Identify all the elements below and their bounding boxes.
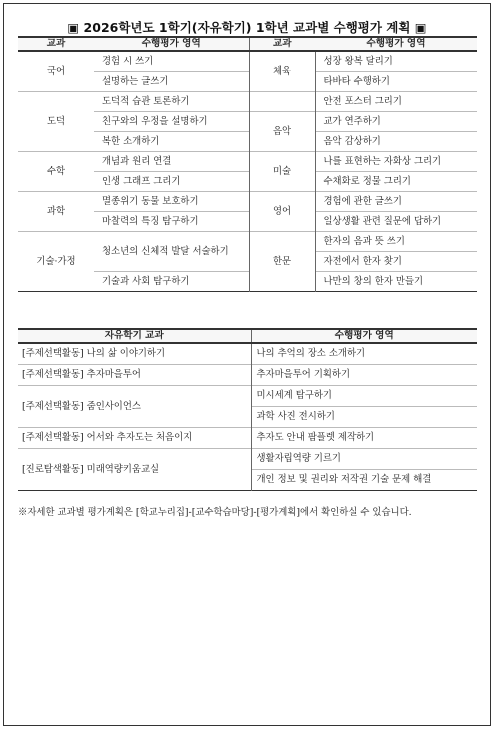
activity-cell: 과학 사진 전시하기 [251,407,477,428]
activity-cell: 친구와의 우정을 설명하기 [94,112,249,132]
table-row [18,51,477,72]
activity-cell: 도덕적 습관 토론하기 [94,92,249,112]
activity-cell: 음악 감상하기 [315,132,477,152]
activity-cell: 복한 소개하기 [94,132,249,152]
table-row [18,428,477,449]
activity-cell: 경험에 관한 글쓰기 [315,192,477,212]
activity-cell: 나만의 창의 한자 만들기 [315,272,477,292]
activity-cell: 경험 시 쓰기 [94,51,249,72]
header-area-right: 수행평가 영역 [315,37,477,51]
activity-cell: 나의 추억의 장소 소개하기 [251,343,477,365]
table-row [18,232,477,252]
subject-cell-empty [249,92,315,112]
activity-cell: 안전 포스터 그리기 [315,92,477,112]
subject-cell: 미술 [249,152,315,192]
table-row [18,92,477,112]
free-subject-cell: [주제선택활동] 줌인사이언스 [18,386,251,428]
free-subject-cell: [주제선택활동] 어서와 추자도는 처음이지 [18,428,251,449]
subject-cell: 영어 [249,192,315,232]
activity-cell: 나를 표현하는 자화상 그리기 [315,152,477,172]
activity-cell: 미시세계 탐구하기 [251,386,477,407]
table-row [18,152,477,172]
activity-cell: 추자마을투어 기획하기 [251,365,477,386]
free-subject-cell: [진로탐색활동] 미래역량키움교실 [18,449,251,491]
activity-cell: 수채화로 정물 그리기 [315,172,477,192]
table-header-row [18,37,477,51]
activity-cell: 청소년의 신체적 발달 서술하기 [94,232,249,272]
header-free-area: 수행평가 영역 [251,329,477,343]
subject-cell: 도덕 [18,92,94,152]
activity-cell: 멸종위기 동물 보호하기 [94,192,249,212]
activity-cell: 한자의 음과 뜻 쓰기 [315,232,477,252]
subject-cell: 한문 [249,232,315,292]
activity-cell: 타바타 수행하기 [315,72,477,92]
table-row [18,343,477,365]
subject-cell: 수학 [18,152,94,192]
free-semester-table [18,328,477,491]
subject-cell: 국어 [18,51,94,92]
header-subject-left: 교과 [18,37,94,51]
activity-cell: 자전에서 한자 찾기 [315,252,477,272]
activity-cell: 개인 정보 및 권리와 저작권 기술 문제 해결 [251,470,477,491]
free-subject-cell: [주제선택활동] 나의 삶 이야기하기 [18,343,251,365]
subject-cell: 체육 [249,51,315,92]
table-row [18,386,477,407]
table-row [18,449,477,470]
free-subject-cell: [주제선택활동] 추자마을투어 [18,365,251,386]
subject-cell: 기술·가정 [18,232,94,292]
table-row [18,192,477,212]
activity-cell: 설명하는 글쓰기 [94,72,249,92]
activity-cell: 인생 그래프 그리기 [94,172,249,192]
footnote: ※자세한 교과별 평가계획은 [학교누리집]-[교수학습마당]-[평가계획]에서 확인하실 수 있습니다. [18,507,412,518]
table-header-row [18,329,477,343]
header-free-subject: 자유학기 교과 [18,329,251,343]
activity-cell: 생활자립역량 기르기 [251,449,477,470]
header-area-left: 수행평가 영역 [94,37,249,51]
subject-cell: 음악 [249,112,315,152]
table-row [18,365,477,386]
activity-cell: 일상생활 관련 질문에 답하기 [315,212,477,232]
subject-cell: 과학 [18,192,94,232]
activity-cell: 교가 연주하기 [315,112,477,132]
subject-assessment-table [18,36,477,292]
activity-cell: 기술과 사회 탐구하기 [94,272,249,292]
activity-cell: 성장 왕복 달리기 [315,51,477,72]
page-title: ▣ 2026학년도 1학기(자유학기) 1학년 교과별 수행평가 계획 ▣ [67,20,427,35]
header-subject-right: 교과 [249,37,315,51]
activity-cell: 개념과 원리 연결 [94,152,249,172]
activity-cell: 마찰력의 특징 탐구하기 [94,212,249,232]
activity-cell: 추자도 안내 팜플렛 제작하기 [251,428,477,449]
